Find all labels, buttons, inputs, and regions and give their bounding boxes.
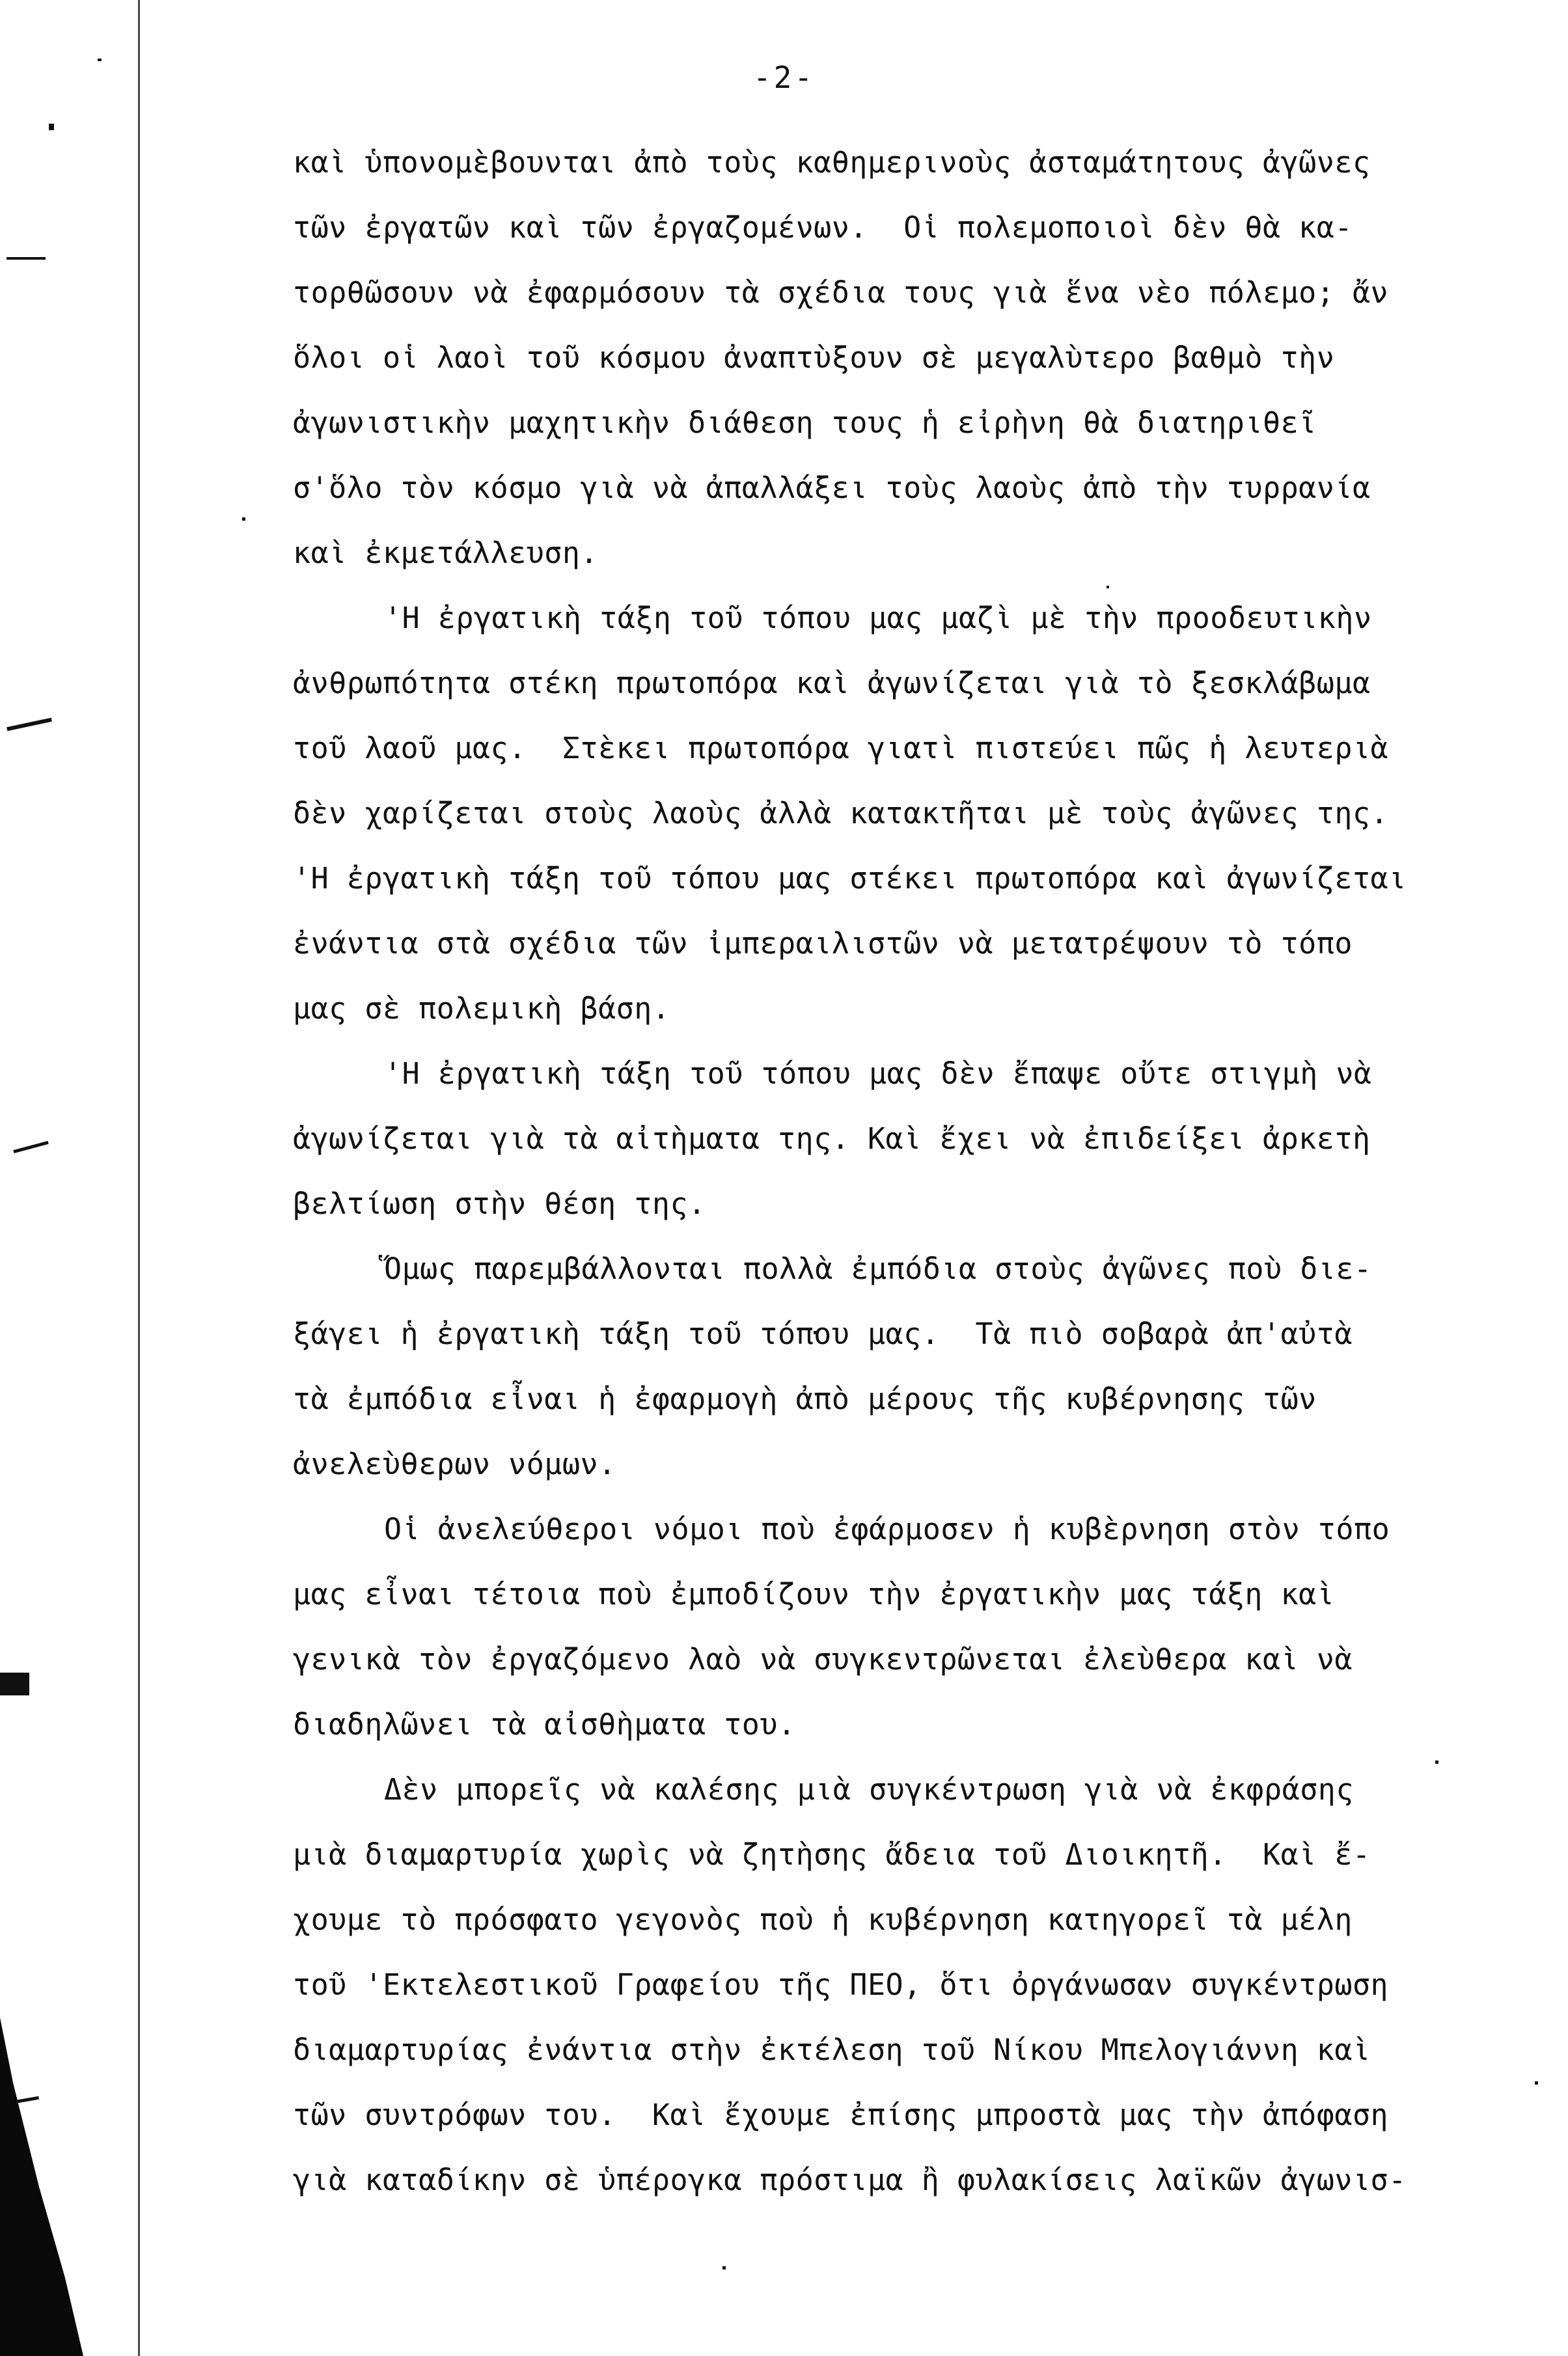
scan-speck (13, 1141, 48, 1153)
text-line: ξάγει ἡ ἐργατικὴ τάξη τοῦ τόπου μας. Τὰ πιὸ σοβαρὰ ἀπ'αὐτὰ (293, 1317, 1353, 1351)
text-line: τὰ ἐμπόδια εἶναι ἡ ἐφαρμογὴ ἀπὸ μέρους τῆς κυβέρνησης τῶν (293, 1382, 1317, 1416)
text-line: γιὰ καταδίκην σὲ ὑπέρογκα πρόστιμα ἢ φυλακίσεις λαϊκῶν ἀγωνισ- (293, 2163, 1407, 2197)
scan-speck (7, 257, 46, 260)
body-text (293, 130, 1530, 2213)
text-line: ἀνθρωπότητα στέκη πρωτοπόρα καὶ ἀγωνίζεται γιὰ τὸ ξεσκλάβωμα (293, 666, 1371, 700)
text-line: ἀγωνιστικὴν μαχητικὴν διάθεση τους ἡ εἰρὴνη θὰ διατηριθεῖ (293, 405, 1317, 440)
text-line: Ὅμως παρεμβάλλονται πολλὰ ἐμπόδια στοὺς ἀγῶνες ποὺ διε- (384, 1252, 1372, 1286)
text-line: καὶ ὑπονομὲβουνται ἀπὸ τοὺς καθημερινοὺς ἀσταμάτητους ἀγῶνες (293, 145, 1371, 180)
binding-margin-line (138, 0, 140, 2356)
text-line: μιὰ διαμαρτυρία χωρὶς νὰ ζητὴσης ἄδεια τοῦ Διοικητῆ. Καὶ ἔ- (293, 1837, 1371, 1872)
scan-speck (49, 124, 54, 130)
text-line: μας σὲ πολεμικὴ βάση. (293, 991, 670, 1026)
text-line: ἀνελεὺθερων νόμων. (293, 1447, 616, 1481)
text-line: διαδηλῶνει τὰ αἰσθὴματα του. (293, 1707, 796, 1742)
text-line: 'Η ἐργατικὴ τάξη τοῦ τόπου μας μαζὶ μὲ τὴν προοδευτικὴν (384, 601, 1372, 635)
scan-speck (1535, 2081, 1538, 2085)
text-line: χουμε τὸ πρόσφατο γεγονὸς ποὺ ἡ κυβέρνηση κατηγορεῖ τὰ μέλη (293, 1902, 1353, 1937)
text-line: ἐνάντια στὰ σχέδια τῶν ἰμπεραιλιστῶν νὰ μετατρέψουν τὸ τόπο (293, 926, 1353, 961)
page-number: -2- (752, 60, 816, 95)
text-line: τῶν συντρόφων του. Καὶ ἔχουμε ἐπίσης μπροστὰ μας τὴν ἀπόφαση (293, 2098, 1389, 2132)
text-line: τῶν ἐργατῶν καὶ τῶν ἐργαζομένων. Οἱ πολεμοποιοὶ δὲν θὰ κα- (293, 210, 1353, 245)
text-line: γενικὰ τὸν ἐργαζόμενο λαὸ νὰ συγκεντρῶνεται ἐλεὺθερα καὶ νὰ (293, 1642, 1353, 1677)
text-line: σ'ὅλο τὸν κόσμο γιὰ νὰ ἀπαλλάξει τοὺς λαοὺς ἀπὸ τὴν τυρρανία (293, 471, 1371, 505)
text-line: διαμαρτυρίας ἐνάντια στὴν ἐκτέλεση τοῦ Νίκου Μπελογιάννη καὶ (293, 2033, 1371, 2067)
text-line: Οἱ ἀνελεύθεροι νόμοι ποὺ ἐφάρμοσεν ἡ κυβὲρνηση στὸν τόπο (384, 1512, 1390, 1546)
text-line: Δὲν μπορεῖς νὰ καλέσης μιὰ συγκέντρωση γιὰ νὰ ἐκφράσης (384, 1772, 1354, 1807)
text-line: βελτίωση στὴν θέση της. (293, 1186, 706, 1221)
text-line: ὅλοι οἱ λαοὶ τοῦ κόσμου ἀναπτὺξουν σὲ μεγαλὺτερο βαθμὸ τὴν (293, 340, 1335, 375)
scan-speck (7, 718, 52, 731)
scan-speck (722, 2266, 726, 2269)
text-line: μας εἶναι τέτοια ποὺ ἐμποδίζουν τὴν ἐργατικὴν μας τάξη καὶ (293, 1577, 1335, 1611)
text-line: τοῦ λαοῦ μας. Στὲκει πρωτοπόρα γιατὶ πιστεύει πῶς ἡ λευτεριὰ (293, 731, 1389, 765)
text-line: καὶ ἐκμετάλλευση. (293, 536, 599, 570)
scan-speck (0, 1673, 29, 1695)
scan-edge-shadow (0, 1952, 85, 2356)
scan-speck (242, 517, 245, 521)
text-line: τοῦ 'Εκτελεστικοῦ Γραφείου τῆς ΠΕΟ, ὅτι ὀργάνωσαν συγκέντρωση (293, 1967, 1389, 2002)
text-line: ἀγωνίζεται γιὰ τὰ αἰτὴματα της. Καὶ ἔχει νὰ ἐπιδείξει ἀρκετὴ (293, 1121, 1371, 1156)
text-line: 'Η ἐργατικὴ τάξη τοῦ τόπου μας δὲν ἔπαψε οὔτε στιγμὴ νὰ (384, 1056, 1372, 1091)
text-line: 'Η ἐργατικὴ τάξη τοῦ τόπου μας στέκει πρωτοπόρα καὶ ἀγωνίζεται (293, 861, 1407, 896)
text-line: τορθῶσουν νὰ ἐφαρμόσουν τὰ σχέδια τους γιὰ ἕνα νὲο πόλεμο; ἄν (293, 275, 1389, 310)
text-line: δὲν χαρίζεται στοὺς λαοὺς ἀλλὰ κατακτῆται μὲ τοὺς ἀγῶνες της. (293, 796, 1389, 830)
